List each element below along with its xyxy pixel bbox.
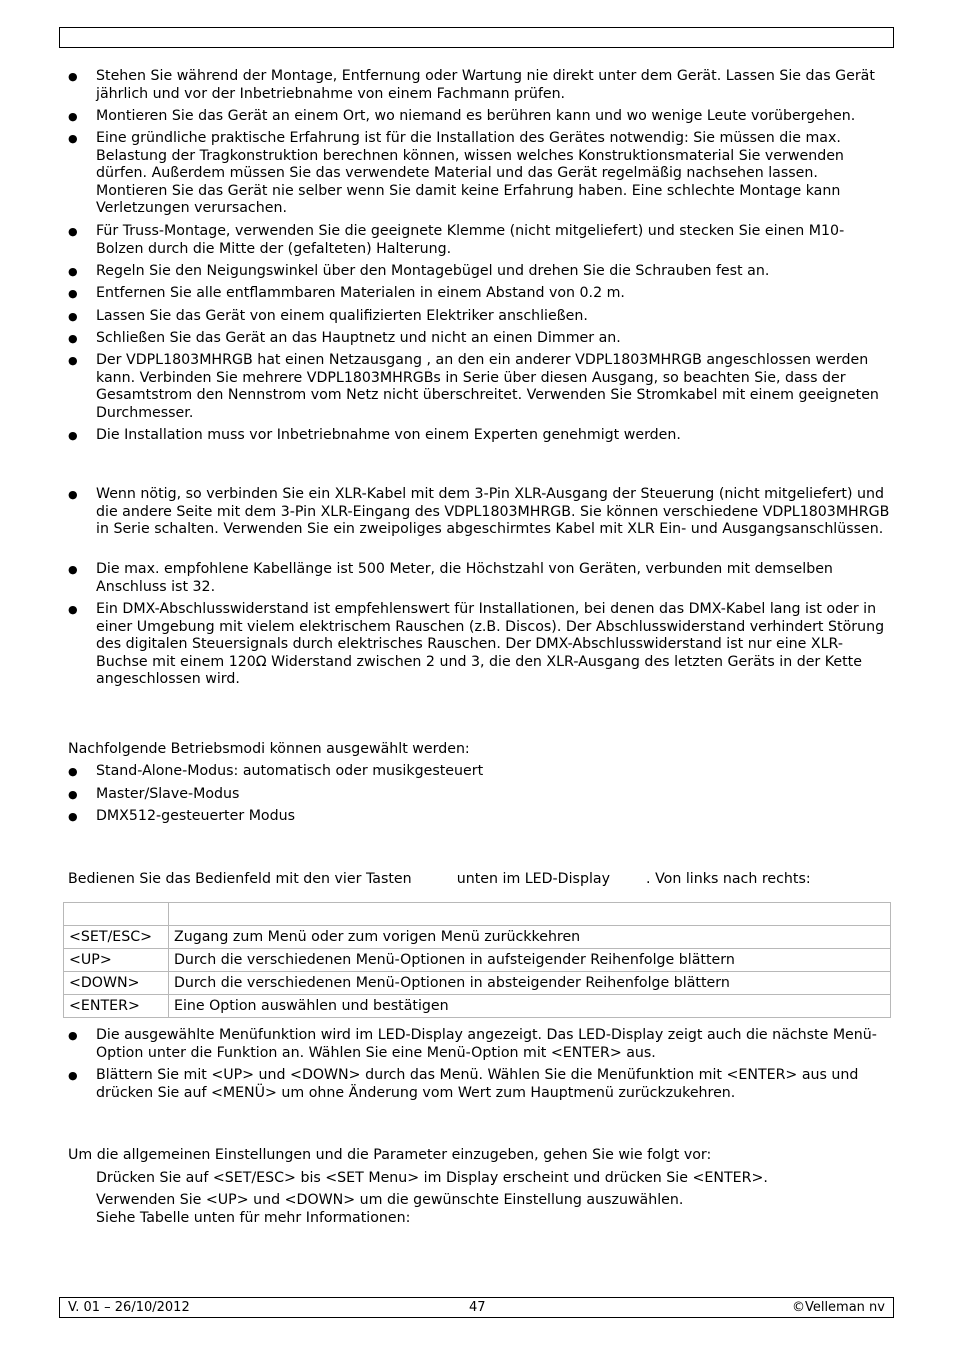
list-item-text: Entfernen Sie alle entflammbaren Materialen in einem Abstand von 0.2 m.: [96, 285, 625, 301]
key-cell: <SET/ESC>: [64, 926, 169, 949]
modes-intro: Nachfolgende Betriebsmodi können ausgewählt werden:: [68, 741, 470, 757]
bullet-icon: ●: [68, 1069, 78, 1082]
page-footer: [59, 1297, 894, 1318]
table-row: [64, 972, 891, 995]
list-item: [68, 223, 890, 258]
list-item-text: Ein DMX-Abschlusswiderstand ist empfehlenswert für Installationen, bei denen das DMX-Kabel lang ist oder in einer Umgebung mit vielem elektrischem Rauschen (z.B. Discos). Der Abschlusswiderstand verhindert Störung des digitalen Steuersignals durch elektrisches Rauschen. Der DMX-Abschlusswiderstand ist nur eine XLR-Buchse mit einem 120Ω Widerstand zwischen 2 und 3, die den XLR-Ausgang des letzten Geräts in der Kette angeschlossen wird.: [96, 601, 885, 688]
list-item: [68, 561, 890, 596]
key-cell: <UP>: [64, 949, 169, 972]
list-item-text: Eine gründliche praktische Erfahrung ist für die Installation des Gerätes notwendig: Sie müssen die max. Belastung der Tragkonstruktion berechnen können, wissen welches Konstruktionsmaterial Sie verwenden dürfen. Außerdem müssen Sie das verwendete Material und das Gerät regelmäßig nachsehen lassen. Montieren Sie das Gerät nie selber wenn Sie damit keine Erfahrung haben. Eine schlechte Montage kann Verletzungen verursachen.: [96, 130, 844, 217]
bullet-icon: ●: [68, 310, 78, 323]
bullet-icon: ●: [68, 70, 78, 83]
description-cell: Eine Option auswählen und bestätigen: [169, 995, 891, 1018]
bullet-icon: ●: [68, 1029, 78, 1042]
bullet-icon: ●: [68, 110, 78, 123]
bullet-icon: ●: [68, 788, 78, 801]
list-item-text: Master/Slave-Modus: [96, 786, 240, 802]
settings-step: Verwenden Sie <UP> und <DOWN> um die gewünschte Einstellung auszuwählen.: [96, 1192, 684, 1208]
list-item: [68, 330, 890, 348]
list-item: [68, 285, 890, 303]
list-item-text: Stehen Sie während der Montage, Entfernung oder Wartung nie direkt unter dem Gerät. Lassen Sie das Gerät jährlich und vor der Inbetriebnahme von einem Fachmann prüfen.: [96, 68, 875, 102]
list-item: [68, 130, 890, 218]
list-item: [68, 808, 890, 826]
list-item: [68, 68, 890, 103]
key-table: [63, 902, 891, 1018]
bullet-icon: ●: [68, 287, 78, 300]
bullet-icon: ●: [68, 132, 78, 145]
bullet-icon: ●: [68, 488, 78, 501]
bullet-icon: ●: [68, 332, 78, 345]
bullet-icon: ●: [68, 563, 78, 576]
list-item-text: Schließen Sie das Gerät an das Hauptnetz und nicht an einen Dimmer an.: [96, 330, 621, 346]
bullet-icon: ●: [68, 765, 78, 778]
list-item: [68, 352, 890, 422]
description-cell: Durch die verschiedenen Menü-Optionen in aufsteigender Reihenfolge blättern: [169, 949, 891, 972]
settings-step: Drücken Sie auf <SET/ESC> bis <SET Menu> im Display erscheint und drücken Sie <ENTER>.: [96, 1170, 768, 1186]
bullet-icon: ●: [68, 265, 78, 278]
key-cell: <DOWN>: [64, 972, 169, 995]
settings-step: Siehe Tabelle unten für mehr Informationen:: [96, 1210, 411, 1226]
bullet-icon: ●: [68, 429, 78, 442]
list-item: [68, 308, 890, 326]
list-item-text: Lassen Sie das Gerät von einem qualifizierten Elektriker anschließen.: [96, 308, 588, 324]
list-item-text: Blättern Sie mit <UP> und <DOWN> durch das Menü. Wählen Sie die Menüfunktion mit <ENTER> aus und drücken Sie auf <MENÜ> um ohne Änderung vom Wert zum Hauptmenü zurückzukehren.: [96, 1067, 859, 1101]
list-item: [68, 1027, 890, 1062]
list-item: [68, 108, 890, 126]
page-header-box: [59, 27, 894, 48]
list-item: [68, 263, 890, 281]
list-item: [68, 601, 890, 689]
list-item-text: Der VDPL1803MHRGB hat einen Netzausgang , an den ein anderer VDPL1803MHRGB angeschlossen werden kann. Verbinden Sie mehrere VDPL1803MHRGBs in Serie über diesen Ausgang, so beachten Sie, dass der Gesamtstrom den Nennstrom vom Netz nicht überschreitet. Verwenden Sie Stromkabel mit einem geeigneten Durchmesser.: [96, 352, 879, 421]
bullet-icon: ●: [68, 354, 78, 367]
list-item: [68, 486, 890, 539]
list-item-text: Regeln Sie den Neigungswinkel über den Montagebügel und drehen Sie die Schrauben fest an.: [96, 263, 770, 279]
footer-copyright: ©Velleman nv: [791, 1300, 885, 1315]
list-item: [68, 427, 890, 445]
table-row: [64, 949, 891, 972]
key-cell: <ENTER>: [64, 995, 169, 1018]
bullet-icon: ●: [68, 225, 78, 238]
description-cell: Durch die verschiedenen Menü-Optionen in absteigender Reihenfolge blättern: [169, 972, 891, 995]
list-item-text: Die Installation muss vor Inbetriebnahme von einem Experten genehmigt werden.: [96, 427, 681, 443]
list-item: [68, 763, 890, 781]
description-cell: Zugang zum Menü oder zum vorigen Menü zurückkehren: [169, 926, 891, 949]
list-item-text: Stand-Alone-Modus: automatisch oder musikgesteuert: [96, 763, 484, 779]
table-header-cell: [64, 903, 169, 926]
list-item-text: Montieren Sie das Gerät an einem Ort, wo niemand es berühren kann und wo wenige Leute vorübergehen.: [96, 108, 856, 124]
list-item-text: Die max. empfohlene Kabellänge ist 500 Meter, die Höchstzahl von Geräten, verbunden mit demselben Anschluss ist 32.: [96, 561, 833, 595]
list-item: [68, 1067, 890, 1102]
settings-intro: Um die allgemeinen Einstellungen und die Parameter einzugeben, gehen Sie wie folgt vor:: [68, 1147, 712, 1163]
list-item-text: Wenn nötig, so verbinden Sie ein XLR-Kabel mit dem 3-Pin XLR-Ausgang der Steuerung (nicht mitgeliefert) und die andere Seite mit dem 3-Pin XLR-Eingang des VDPL1803MHRGB. Sie können verschiedene VDPL1803MHRGB in Serie schalten. Verwenden Sie ein zweipoliges abgeschirmtes Kabel mit XLR Ein- und Ausgangsanschlüssen.: [96, 486, 890, 538]
table-row: [64, 926, 891, 949]
footer-version: V. 01 – 26/10/2012: [68, 1300, 190, 1315]
bullet-icon: ●: [68, 810, 78, 823]
list-item-text: DMX512-gesteuerter Modus: [96, 808, 295, 824]
list-item-text: Für Truss-Montage, verwenden Sie die geeignete Klemme (nicht mitgeliefert) und stecken Sie einen M10-Bolzen durch die Mitte der (gefalteten) Halterung.: [96, 223, 845, 257]
table-header-row: [64, 903, 891, 926]
table-row: [64, 995, 891, 1018]
page-number: 47: [469, 1300, 486, 1315]
list-item-text: Die ausgewählte Menüfunktion wird im LED-Display angezeigt. Das LED-Display zeigt auch die nächste Menü-Option unter die Funktion an. Wählen Sie eine Menü-Option mit <ENTER> aus.: [96, 1027, 877, 1061]
bullet-icon: ●: [68, 603, 78, 616]
list-item: [68, 786, 890, 804]
table-header-cell: [169, 903, 891, 926]
panel-intro: Bedienen Sie das Bedienfeld mit den vier Tasten unten im LED-Display . Von links nach rechts:: [68, 871, 811, 887]
